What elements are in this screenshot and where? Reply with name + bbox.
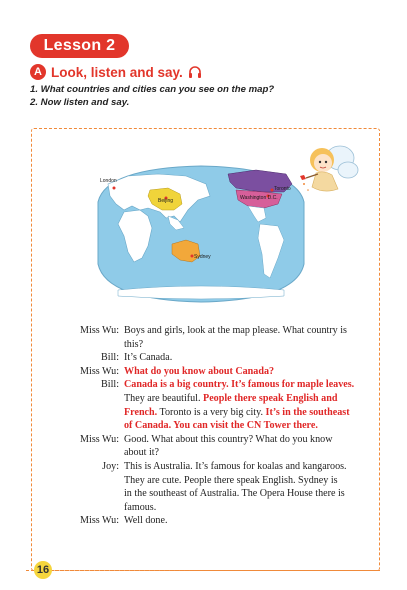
speaker-name: Miss Wu:	[80, 365, 119, 377]
dialogue-line	[46, 406, 376, 420]
plain-text: Toronto is a very big city.	[157, 406, 266, 418]
world-map	[88, 162, 314, 304]
speaker-name: Miss Wu:	[80, 325, 119, 336]
highlighted-text: Canada is a big country. It’s famous for maple leaves.	[124, 379, 355, 391]
dialogue-line	[46, 446, 376, 460]
lesson-title: Lesson 2	[43, 37, 116, 54]
section-a-header	[30, 62, 202, 82]
headphones-icon[interactable]	[188, 65, 202, 79]
highlighted-text: of Canada. You can visit the CN Tower there.	[124, 420, 318, 432]
dialogue-line	[46, 514, 376, 528]
page-footer-line	[26, 570, 380, 571]
dialogue-line	[46, 324, 376, 338]
highlighted-text: People there speak English and	[203, 392, 338, 404]
dialogue-line	[46, 378, 376, 392]
dialogue-text	[124, 514, 167, 528]
speaker-name: Joy:	[102, 460, 119, 472]
speaker-name: Miss Wu:	[80, 433, 119, 445]
dialogue-line	[46, 433, 376, 447]
dialogue-text	[124, 433, 332, 447]
dialogue-text	[124, 365, 274, 379]
highlighted-text: It’s in the southeast	[265, 406, 350, 418]
map-label-washington: Washington D.C.	[240, 195, 278, 201]
dialogue-line	[46, 365, 376, 379]
dialogue-line	[46, 392, 376, 406]
plain-text: about it?	[124, 447, 160, 459]
map-label-beijing: Beijing	[158, 198, 174, 204]
dialogue-text	[124, 392, 337, 406]
section-letter: A	[34, 66, 42, 78]
dialogue-line	[46, 351, 376, 365]
dialogue-line	[46, 487, 376, 501]
dialogue-line	[46, 474, 376, 488]
map-label-sydney: Sydney	[194, 254, 211, 260]
dialogue	[46, 324, 376, 528]
dialogue-text	[124, 446, 159, 460]
speaker-name: Miss Wu:	[80, 515, 119, 527]
page-number-badge	[34, 561, 52, 579]
plain-text: They are cute. People there speak English. Sydney is	[124, 474, 338, 486]
dialogue-text	[124, 378, 354, 392]
question-2: 2. Now listen and say.	[30, 97, 130, 108]
dialogue-line	[46, 419, 376, 433]
plain-text: Good. What about this country? What do you know	[124, 433, 333, 445]
highlighted-text: What do you know about Canada?	[124, 365, 275, 377]
section-letter-badge	[30, 64, 46, 80]
plain-text: Well done.	[124, 515, 168, 527]
dialogue-text	[124, 419, 318, 433]
dialogue-text	[124, 338, 143, 352]
dialogue-text	[124, 487, 345, 501]
dialogue-text	[124, 406, 350, 420]
dialogue-text	[124, 324, 347, 338]
map-label-toronto: Toronto	[274, 186, 291, 192]
dialogue-line	[46, 338, 376, 352]
plain-text: It’s Canada.	[124, 352, 173, 364]
dialogue-line	[46, 501, 376, 515]
dialogue-line	[46, 460, 376, 474]
speaker-name: Bill:	[101, 352, 119, 364]
plain-text: famous.	[124, 501, 157, 513]
plain-text: Boys and girls, look at the map please. What country is	[124, 325, 347, 336]
map-label-london: London	[100, 178, 117, 184]
page-number: 16	[36, 564, 50, 576]
speaker-name: Bill:	[101, 379, 119, 391]
plain-text: this?	[124, 338, 144, 350]
dialogue-text	[124, 501, 156, 515]
dialogue-text	[124, 460, 347, 474]
plain-text: This is Australia. It’s famous for koalas and kangaroos.	[124, 460, 347, 472]
question-1: 1. What countries and cities can you see on the map?	[30, 84, 275, 95]
plain-text: They are beautiful.	[124, 392, 204, 404]
section-title: Look, listen and say.	[51, 64, 183, 80]
lesson-title-badge	[30, 34, 129, 58]
plain-text: in the southeast of Australia. The Opera House there is	[124, 488, 345, 500]
highlighted-text: French.	[124, 406, 158, 418]
dialogue-text	[124, 351, 172, 365]
dialogue-text	[124, 474, 338, 488]
